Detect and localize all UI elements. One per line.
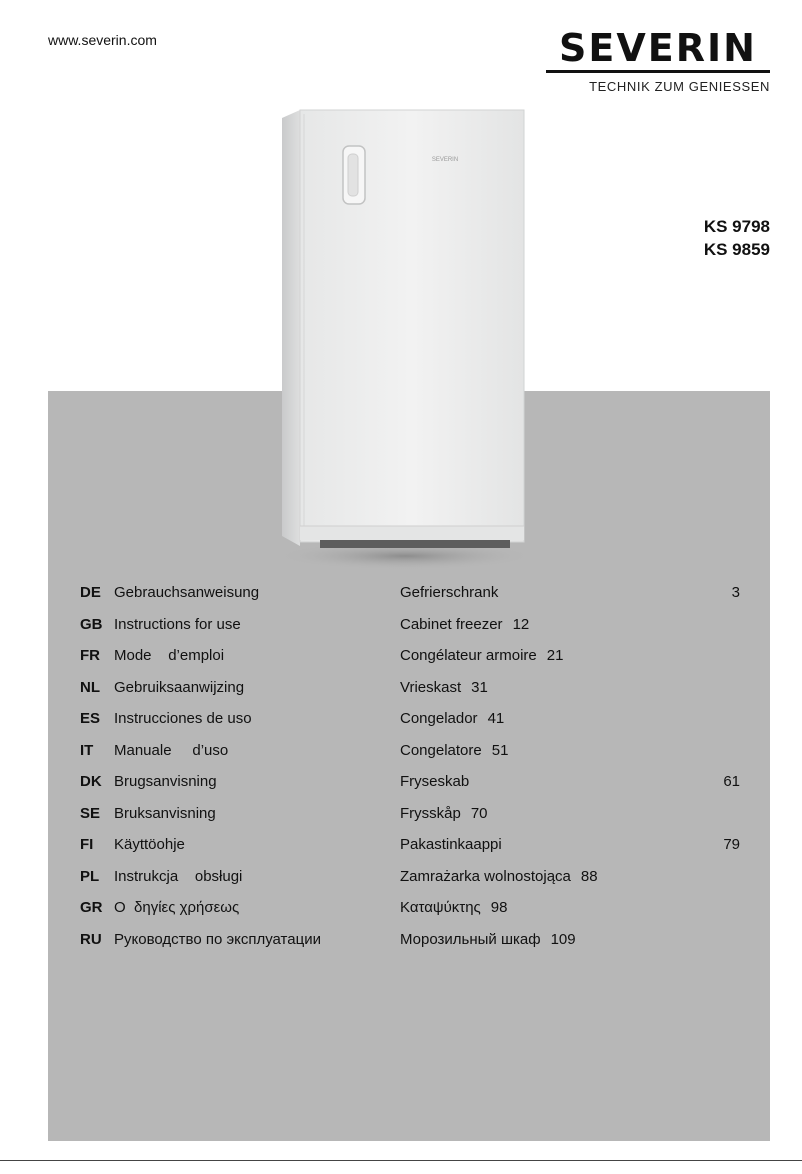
product-label: Vrieskast	[400, 678, 462, 696]
product-name	[400, 804, 488, 824]
product-label: Gefrierschrank	[400, 584, 499, 601]
product-name	[400, 772, 469, 792]
model-numbers	[704, 215, 770, 261]
language-code: FI	[80, 836, 94, 853]
product-name	[400, 930, 576, 950]
manual-title: Gebruiksaanwijzing	[114, 678, 245, 696]
toc-row	[80, 709, 740, 741]
product-label: Frysskåp	[400, 804, 461, 822]
toc-row	[80, 678, 740, 710]
manual-title: Gebrauchsanweisung	[114, 584, 260, 601]
model-number: KS 9798	[703, 217, 770, 236]
page-number: 41	[487, 710, 505, 727]
page-bottom-rule	[0, 1160, 802, 1161]
toc-row	[80, 615, 740, 647]
product-name	[400, 646, 563, 666]
product-name	[400, 835, 502, 855]
brand-tagline: TECHNIK ZUM GENIESSEN	[589, 79, 770, 94]
product-name	[400, 709, 504, 729]
manual-title: Brugsanvisning	[114, 773, 217, 790]
language-code: PL	[80, 867, 100, 885]
manual-title: Käyttöohje	[114, 836, 185, 853]
model-number: KS 9859	[703, 240, 770, 259]
manual-title: Bruksanvisning	[114, 804, 216, 822]
product-name	[400, 741, 508, 761]
toc-row	[80, 867, 740, 899]
page-number: 109	[550, 930, 576, 948]
product-name	[400, 583, 498, 603]
manual-title: Instrukcja obsługi	[114, 867, 243, 885]
toc-row	[80, 804, 740, 836]
product-label: Cabinet freezer	[400, 615, 503, 633]
brand-logo: SEVERIN	[559, 26, 757, 70]
language-code: SE	[80, 804, 101, 822]
page-number: 88	[580, 867, 598, 885]
language-code: IT	[80, 741, 94, 759]
product-label: Congelador	[400, 710, 478, 727]
language-index	[80, 583, 740, 961]
language-code: NL	[80, 678, 100, 696]
manual-title: Руководство по эксплуатации	[114, 930, 321, 948]
page-number: 31	[471, 678, 488, 696]
page-number: 3	[731, 584, 740, 601]
page-number: 21	[546, 647, 564, 664]
fridge-brand-label: SEVERIN	[431, 157, 459, 163]
manual-title: Instructions for use	[114, 615, 241, 633]
brand-underline	[546, 70, 770, 73]
product-label: Congélateur armoire	[400, 647, 537, 664]
page-number: 51	[491, 741, 509, 759]
website-url: www.severin.com	[48, 32, 157, 48]
language-code: GB	[80, 615, 103, 633]
language-code: ES	[80, 710, 101, 727]
product-name	[400, 678, 488, 698]
manual-title: Mode d’emploi	[114, 647, 225, 664]
product-label: Морозильный шкаф	[400, 930, 541, 948]
page-number: 12	[512, 615, 530, 633]
page-number: 98	[490, 899, 508, 916]
manual-title: Ο δηγίες χρήσεως	[114, 899, 240, 916]
page-number: 61	[723, 773, 740, 790]
product-name	[400, 898, 507, 918]
brand-block	[546, 28, 770, 94]
page-number: 70	[470, 804, 488, 822]
language-code: RU	[80, 930, 102, 948]
toc-row	[80, 930, 740, 962]
toc-row	[80, 741, 740, 773]
product-name	[400, 867, 598, 887]
language-code: GR	[80, 899, 103, 916]
manual-title: Manuale d’uso	[114, 741, 229, 759]
product-name	[400, 615, 529, 635]
toc-row	[80, 772, 740, 804]
language-code: DK	[80, 773, 102, 790]
toc-row	[80, 835, 740, 867]
toc-row	[80, 583, 740, 615]
toc-row	[80, 898, 740, 930]
page-number: 79	[723, 836, 740, 853]
product-label: Pakastinkaappi	[400, 836, 502, 853]
product-label: Καταψύκτης	[400, 899, 481, 916]
freezer-illustration	[280, 108, 540, 578]
product-label: Congelatore	[400, 741, 482, 759]
toc-row	[80, 646, 740, 678]
manual-title: Instrucciones de uso	[114, 710, 252, 727]
product-label: Zamrażarka wolnostojąca	[400, 867, 571, 885]
language-code: DE	[80, 584, 101, 601]
product-label: Fryseskab	[400, 773, 470, 790]
language-code: FR	[80, 647, 100, 664]
